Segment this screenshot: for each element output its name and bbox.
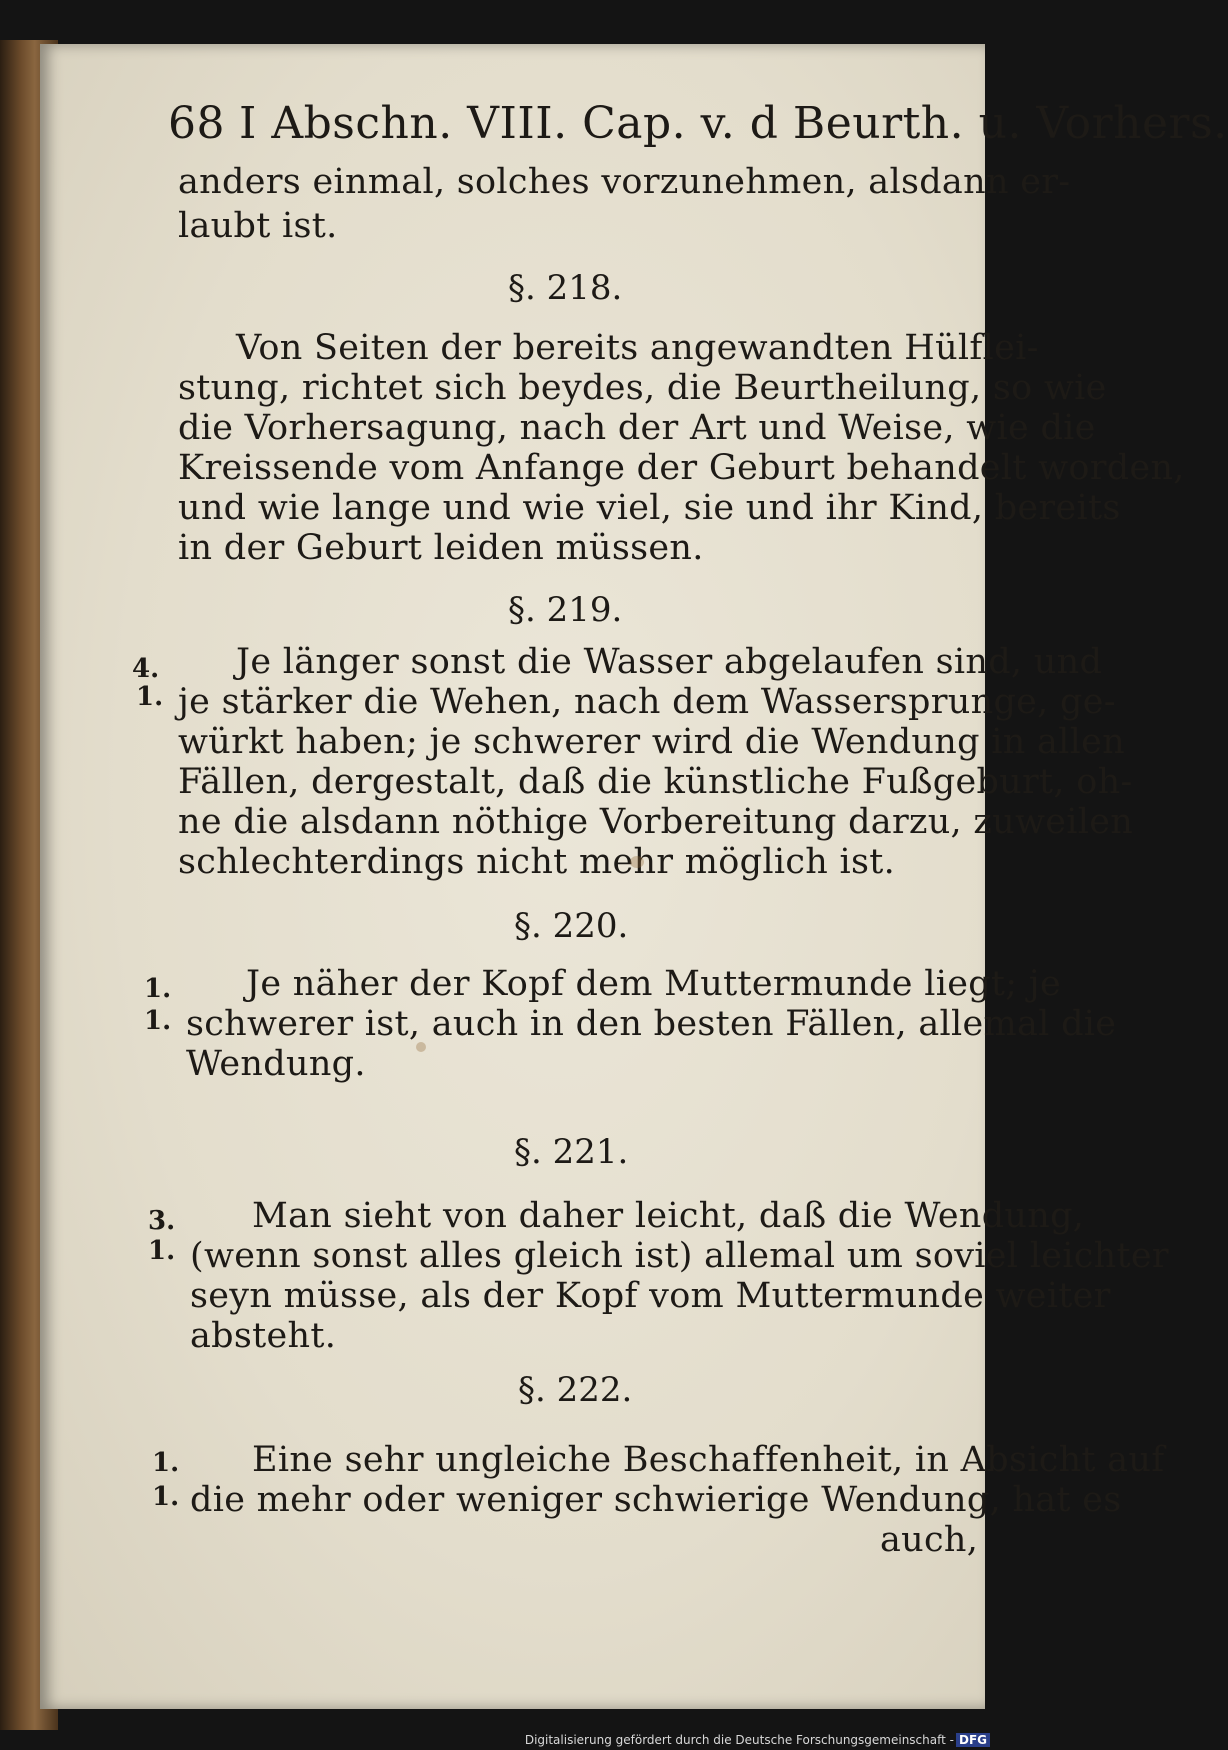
paper-stain — [416, 1042, 426, 1052]
text-line: stung, richtet sich beydes, die Beurtheilung, so wie — [178, 368, 1107, 408]
text-line: je stärker die Wehen, nach dem Wassersprunge, ge- — [178, 682, 1116, 722]
text-line: ne die alsdann nöthige Vorbereitung darzu, zuweilen — [178, 802, 1134, 842]
text-line: die Vorhersagung, nach der Art und Weise, wie die — [178, 408, 1096, 448]
text-line: anders einmal, solches vorzunehmen, alsdann er- — [178, 162, 1071, 202]
running-header — [168, 94, 1228, 154]
text-line: Man sieht von daher leicht, daß die Wendung, — [252, 1196, 1085, 1236]
section-heading: §. 222. — [518, 1370, 633, 1410]
margin-number: 1. — [152, 1482, 180, 1512]
margin-number: 1. — [148, 1236, 176, 1266]
text-line: Fällen, dergestalt, daß die künstliche Fußgeburt, oh- — [178, 762, 1133, 802]
text-line: absteht. — [190, 1316, 337, 1356]
scanned-page — [40, 44, 1228, 1709]
paper-stain — [630, 856, 644, 868]
text-line: auch, — [880, 1520, 979, 1560]
margin-number: 1. — [136, 682, 164, 712]
running-header-title: I Abschn. VIII. Cap. v. d Beurth. u. Vorhers. — [239, 98, 1228, 149]
text-line: Je länger sonst die Wasser abgelaufen sind, und — [236, 642, 1103, 682]
text-line: würkt haben; je schwerer wird die Wendung in allen — [178, 722, 1125, 762]
section-heading: §. 219. — [508, 590, 623, 630]
text-line: Kreissende vom Anfange der Geburt behandelt worden, — [178, 448, 1185, 488]
margin-number: 1. — [144, 1006, 172, 1036]
text-line: schlechterdings nicht mehr möglich ist. — [178, 842, 896, 882]
section-heading: §. 218. — [508, 268, 623, 308]
text-line: und wie lange und wie viel, sie und ihr Kind, bereits — [178, 488, 1121, 528]
credit-text: Digitalisierung gefördert durch die Deutsche Forschungsgemeinschaft - — [524, 1733, 954, 1747]
section-heading: §. 221. — [514, 1132, 629, 1172]
text-line: in der Geburt leiden müssen. — [178, 528, 704, 568]
text-line: Eine sehr ungleiche Beschaffenheit, in Absicht auf — [252, 1440, 1165, 1480]
digitization-credit — [525, 1733, 990, 1747]
section-heading: §. 220. — [514, 906, 629, 946]
text-line: Je näher der Kopf dem Muttermunde liegt; je — [246, 964, 1061, 1004]
text-line: seyn müsse, als der Kopf vom Muttermunde weiter — [190, 1276, 1111, 1316]
text-line: Von Seiten der bereits angewandten Hülflei- — [236, 328, 1039, 368]
text-line: die mehr oder weniger schwierige Wendung, hat es — [190, 1480, 1122, 1520]
page-number: 68 — [168, 98, 225, 149]
text-line: laubt ist. — [178, 206, 338, 246]
dfg-logo: DFG — [956, 1733, 990, 1747]
margin-number: 3. — [148, 1206, 176, 1236]
text-line: schwerer ist, auch in den besten Fällen, allemal die — [186, 1004, 1117, 1044]
text-line: (wenn sonst alles gleich ist) allemal um soviel leichter — [190, 1236, 1169, 1276]
margin-number: 1. — [152, 1448, 180, 1478]
margin-number: 4. — [132, 654, 160, 684]
margin-number: 1. — [144, 974, 172, 1004]
text-line: Wendung. — [186, 1044, 366, 1084]
